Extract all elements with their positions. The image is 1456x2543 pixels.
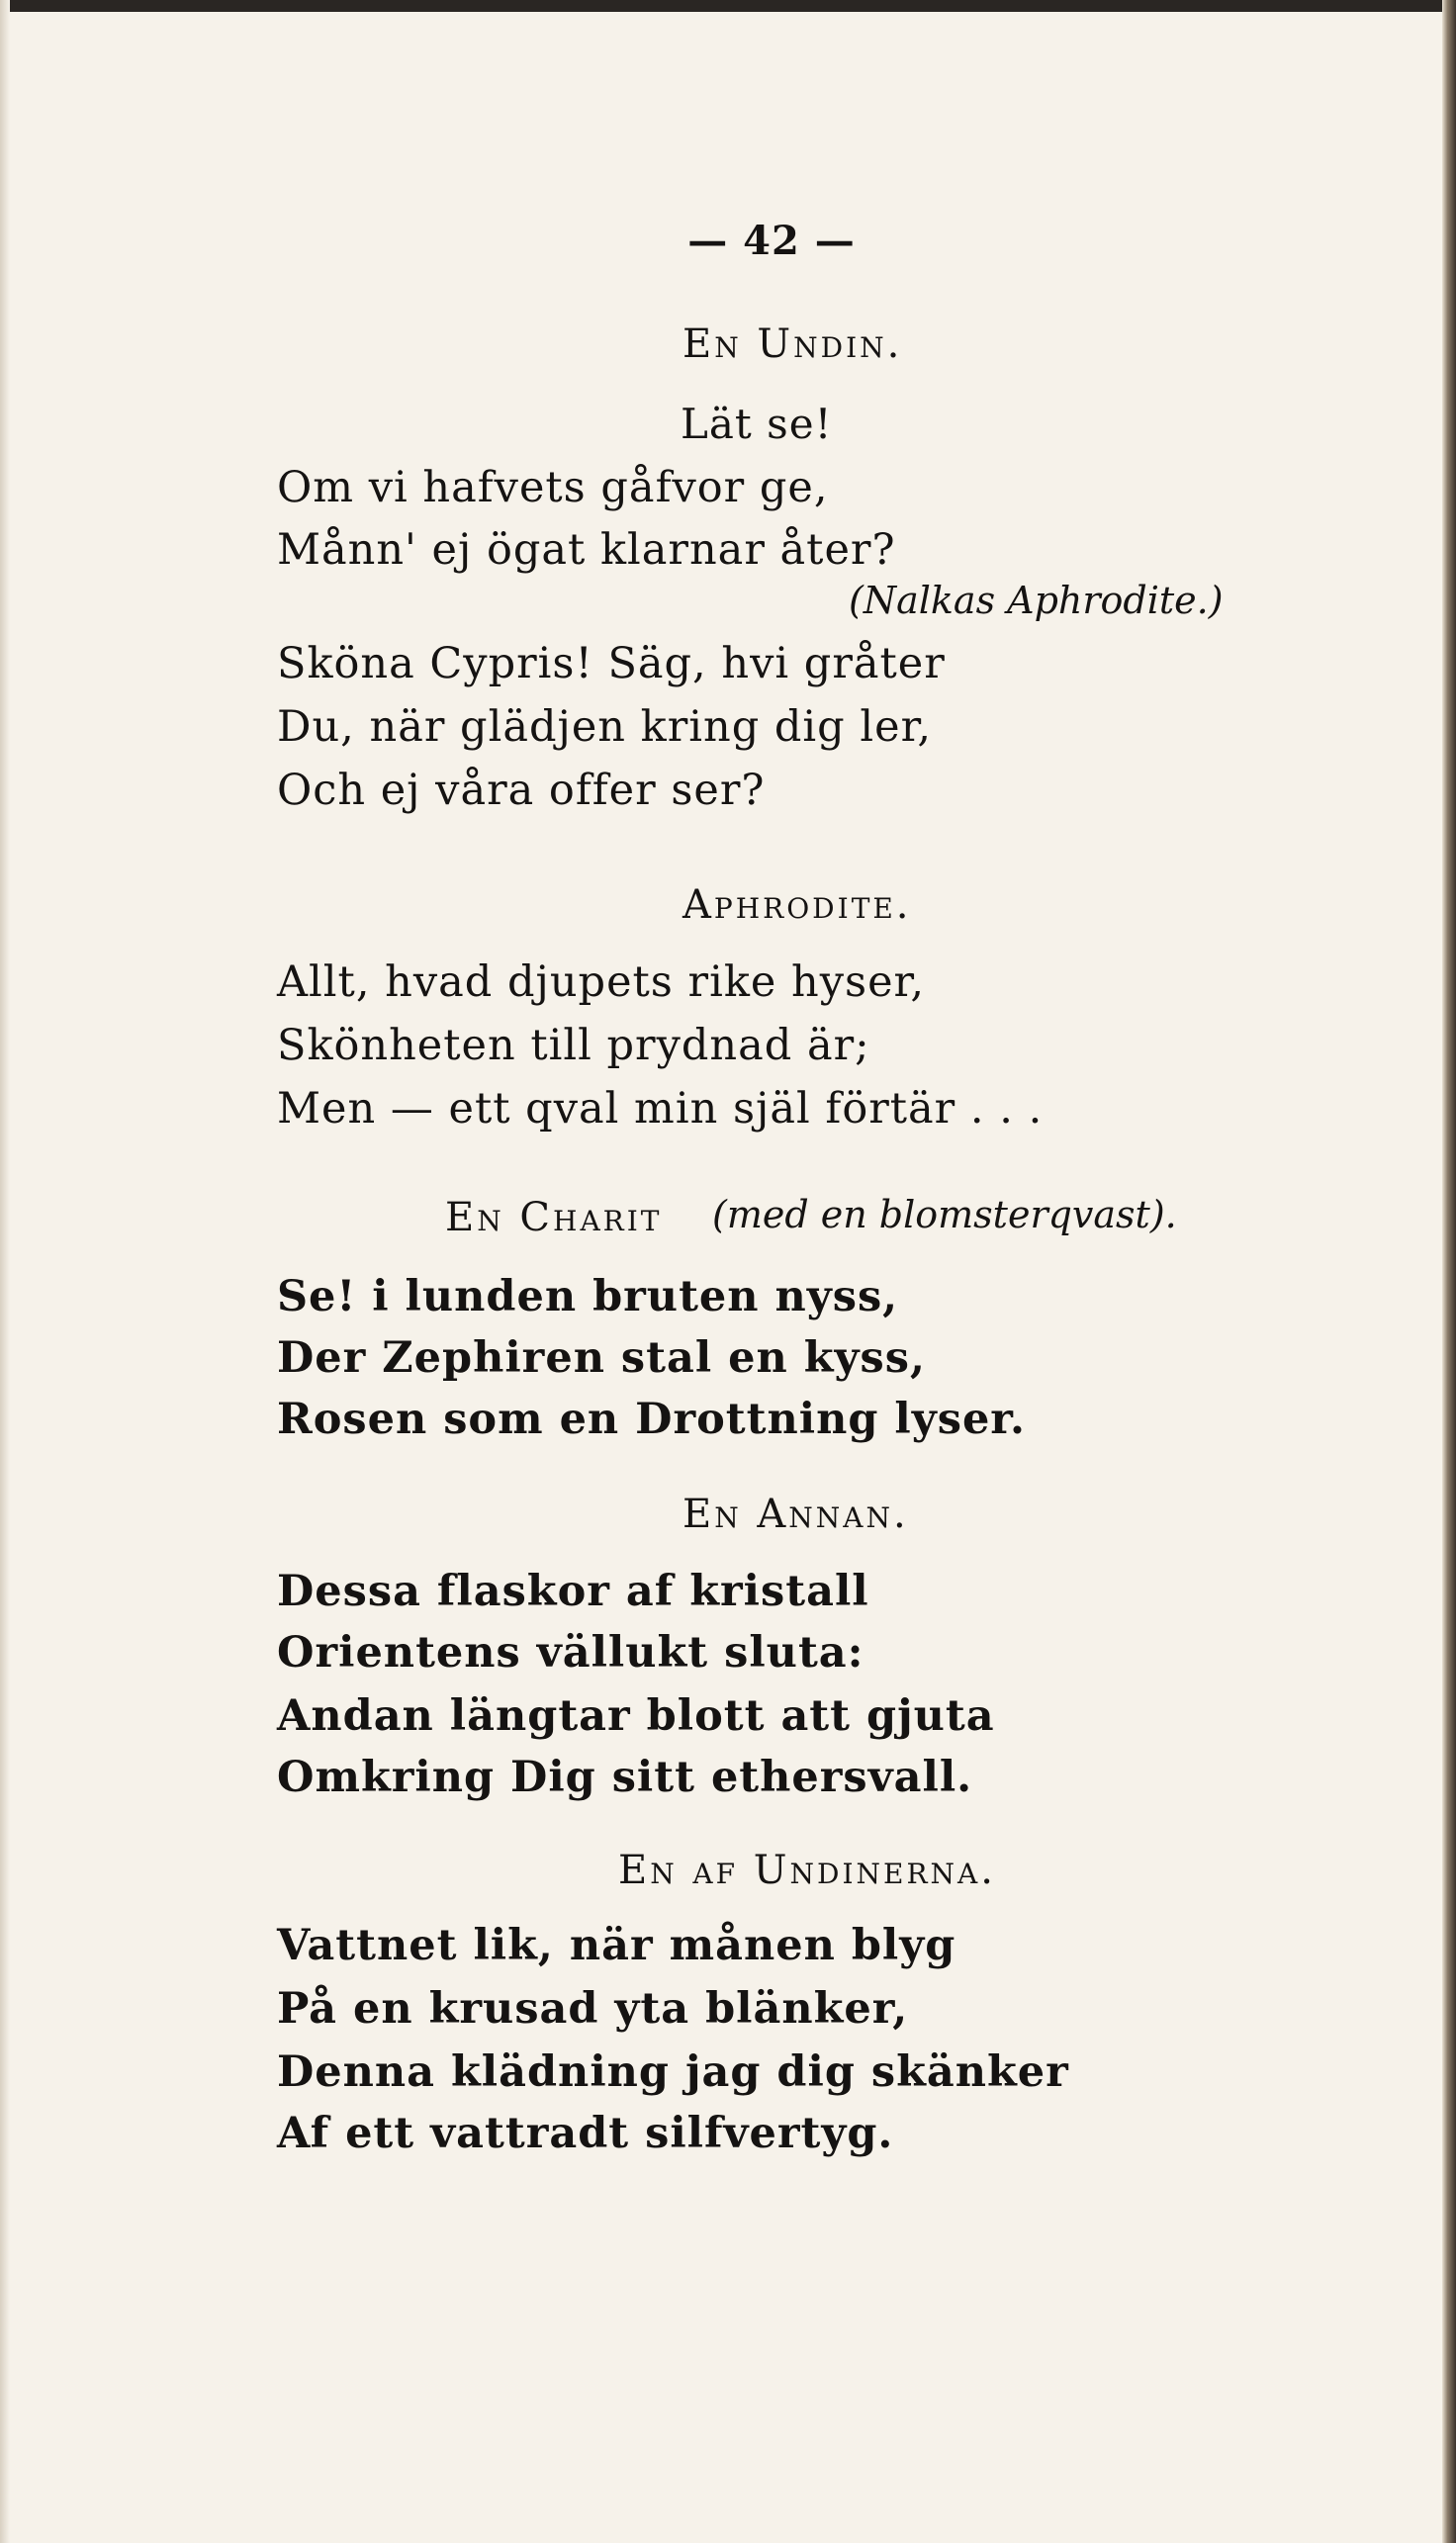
verse-line: Sköna Cypris! Säg, hvi gråter bbox=[277, 639, 946, 688]
verse-line: Allt, hvad djupets rike hyser, bbox=[277, 957, 926, 1007]
page-edge bbox=[0, 0, 10, 2543]
verse-line: Se! i lunden bruten nyss, bbox=[277, 1272, 899, 1321]
verse-line: Skönheten till prydnad är; bbox=[277, 1021, 870, 1070]
speaker-annan: En Annan. bbox=[682, 1492, 909, 1537]
speaker-undin: En Undin. bbox=[682, 321, 903, 367]
speaker-undinerna: En af Undinerna. bbox=[618, 1848, 996, 1893]
page-number: — 42 — bbox=[687, 218, 856, 264]
stage-direction: (med en blomsterqvast). bbox=[712, 1193, 1177, 1236]
verse-line: Andan längtar blott att gjuta bbox=[277, 1691, 995, 1741]
verse-line: Dessa flaskor af kristall bbox=[277, 1567, 869, 1616]
verse-line: Rosen som en Drottning lyser. bbox=[277, 1395, 1026, 1444]
speaker-aphrodite: Aphrodite. bbox=[682, 882, 912, 928]
verse-line: Månn' ej ögat klarnar åter? bbox=[277, 525, 896, 575]
verse-line: Vattnet lik, när månen blyg bbox=[277, 1921, 956, 1970]
speaker-charit: En Charit bbox=[445, 1195, 663, 1240]
verse-line: Om vi hafvets gåfvor ge, bbox=[277, 463, 829, 512]
verse-line: Denna klädning jag dig skänker bbox=[277, 2047, 1069, 2097]
verse-line: Och ej våra offer ser? bbox=[277, 766, 766, 815]
verse-line: Men — ett qval min själ förtär . . . bbox=[277, 1084, 1044, 1134]
stage-direction: (Nalkas Aphrodite.) bbox=[849, 579, 1224, 622]
verse-line: Lät se! bbox=[681, 400, 833, 448]
verse-line: Omkring Dig sitt ethersvall. bbox=[277, 1753, 973, 1802]
verse-line: Der Zephiren stal en kyss, bbox=[277, 1333, 926, 1383]
verse-line: Af ett vattradt silfvertyg. bbox=[277, 2109, 894, 2158]
verse-line: Du, när glädjen kring dig ler, bbox=[277, 702, 933, 752]
verse-line: Orientens vällukt sluta: bbox=[277, 1628, 864, 1678]
verse-line: På en krusad yta blänker, bbox=[277, 1984, 909, 2034]
